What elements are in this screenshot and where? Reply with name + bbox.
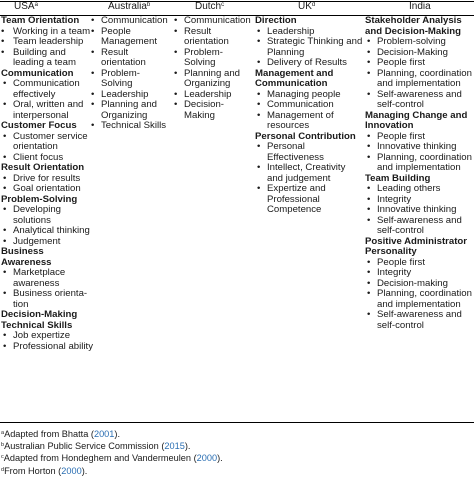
competency-item: • People first bbox=[365, 132, 473, 143]
competency-item: • Decision-making bbox=[365, 279, 473, 290]
competency-item: • Communication bbox=[255, 100, 363, 111]
competency-item: • Marketplace awareness bbox=[1, 268, 96, 289]
column-header-label: UK bbox=[298, 1, 312, 12]
category-heading: Communication bbox=[1, 67, 74, 79]
footnotes bbox=[1, 428, 223, 477]
footnote-mark: c bbox=[1, 454, 4, 461]
column-header-footnote-mark: a bbox=[34, 2, 38, 8]
footnote-end: ). bbox=[114, 429, 121, 439]
competency-item: • Self-awareness and self-control bbox=[365, 216, 473, 237]
competency-item: • Drive for results bbox=[1, 174, 96, 185]
competency-item: • Self-awareness and self-control bbox=[365, 90, 473, 111]
table-top-rule bbox=[0, 1, 474, 2]
competency-list bbox=[365, 184, 473, 237]
category-heading: Problem-Solving bbox=[1, 193, 78, 205]
column-header-india bbox=[409, 1, 431, 13]
category-heading: Managing Change and Innovation bbox=[365, 109, 468, 131]
competency-item: • Self-awareness and self-control bbox=[365, 310, 473, 331]
competency-item: • Result orientation bbox=[172, 27, 252, 48]
competency-item: • Decision-Making bbox=[365, 48, 473, 59]
competency-item: • Managing people bbox=[255, 90, 363, 101]
footnote bbox=[1, 452, 223, 464]
footnote-mark: b bbox=[1, 442, 5, 449]
column-header-label: USA bbox=[14, 1, 35, 12]
competency-item: • Team leadership bbox=[1, 37, 96, 48]
competency-item: • Integrity bbox=[365, 195, 473, 206]
competency-item: • Management of resources bbox=[255, 111, 363, 132]
competency-item: • Problem-solving bbox=[365, 37, 473, 48]
competency-item: • Goal orientation bbox=[1, 184, 96, 195]
competency-item: • Client focus bbox=[1, 153, 96, 164]
footnote-text: Adapted from Hondeghem and Vandermeulen ( bbox=[3, 453, 197, 464]
footnote-text: Australian Public Service Commission ( bbox=[4, 441, 165, 452]
competency-list bbox=[255, 27, 363, 69]
competency-list bbox=[172, 16, 252, 121]
competency-item: • Professional ability bbox=[1, 342, 96, 353]
column-header-usa bbox=[14, 1, 38, 13]
table-bottom-rule bbox=[0, 422, 474, 423]
footnote bbox=[1, 440, 223, 452]
column-header-label: Australia bbox=[108, 1, 147, 12]
category-heading: Customer Focus bbox=[1, 120, 77, 131]
competency-list bbox=[1, 174, 96, 195]
competency-item: • Communication bbox=[172, 16, 252, 27]
competency-list bbox=[255, 142, 363, 216]
footnote-mark: a bbox=[1, 430, 5, 436]
footnote-end: ). bbox=[217, 453, 223, 464]
column-dutch bbox=[172, 16, 252, 121]
competency-list bbox=[1, 205, 96, 247]
column-header-uk bbox=[298, 1, 315, 13]
competency-item: • Building and leading a team bbox=[1, 48, 96, 69]
column-header-footnote-mark: d bbox=[311, 2, 316, 8]
citation-link[interactable]: 2015 bbox=[164, 441, 185, 452]
competency-item: • Leadership bbox=[255, 27, 363, 38]
column-header-label: India bbox=[409, 1, 431, 12]
footnote bbox=[1, 465, 223, 477]
competency-item: • Planning and Organizing bbox=[89, 100, 169, 121]
competency-item: • Working in a team bbox=[1, 27, 96, 38]
competency-item: • Decision-Making bbox=[172, 100, 252, 121]
competency-item: • Innovative thinking bbox=[365, 205, 473, 216]
category-heading: Team Building bbox=[365, 172, 431, 184]
competency-list bbox=[1, 268, 96, 310]
footnote-text: Adapted from Bhatta ( bbox=[4, 429, 94, 439]
column-india bbox=[365, 16, 473, 331]
competency-item: • Intellect, Creativity and judgement bbox=[255, 163, 363, 184]
footnote bbox=[1, 428, 223, 440]
category-heading: Management and Communication bbox=[255, 67, 334, 89]
category-heading: Result Orientation bbox=[1, 162, 85, 173]
competency-list bbox=[1, 27, 96, 69]
competency-item: • Problem-Solving bbox=[89, 69, 169, 90]
column-header-dutch bbox=[195, 1, 224, 13]
competency-item: • Integrity bbox=[365, 268, 473, 279]
competency-item: • Strategic Thinking and Planning bbox=[255, 37, 363, 58]
competency-item: • Customer service orientation bbox=[1, 132, 96, 153]
competency-item: • Leading others bbox=[365, 184, 473, 195]
competency-list bbox=[1, 331, 96, 352]
category-heading: Positive Administrator Personality bbox=[365, 235, 467, 257]
column-header-footnote-mark: c bbox=[221, 2, 225, 8]
column-header-australia bbox=[108, 1, 150, 13]
competency-item: • People first bbox=[365, 258, 473, 269]
citation-link[interactable]: 2000 bbox=[61, 465, 82, 476]
competency-item: • People first bbox=[365, 58, 473, 69]
competency-item: • Leadership bbox=[89, 90, 169, 101]
competency-item: • Leadership bbox=[172, 90, 252, 101]
footnote-end: ). bbox=[184, 441, 191, 452]
competency-item: • Delivery of Results bbox=[255, 58, 363, 69]
column-australia bbox=[89, 16, 169, 132]
competency-item: • People Management bbox=[89, 27, 169, 48]
category-heading: Stakeholder Analysis and Decision-Making bbox=[365, 15, 462, 37]
footnote-text: From Horton ( bbox=[4, 465, 62, 476]
competency-item: • Developing solutions bbox=[1, 205, 96, 226]
competency-item: • Planning, coordination and implementation bbox=[365, 69, 473, 90]
category-heading: Decision-Making Technical Skills bbox=[1, 309, 78, 331]
competency-list bbox=[365, 258, 473, 332]
category-heading: Personal Contribution bbox=[255, 130, 356, 142]
competency-item: • Planning, coordination and implementation bbox=[365, 153, 473, 174]
competency-item: • Planning, coordination and implementation bbox=[365, 289, 473, 310]
citation-link[interactable]: 2000 bbox=[196, 453, 218, 464]
competency-list bbox=[1, 132, 96, 164]
column-header-label: Dutch bbox=[195, 1, 222, 12]
competency-item: • Judgement bbox=[1, 237, 96, 248]
competency-item: • Analytical thinking bbox=[1, 226, 96, 237]
competency-item: • Result orientation bbox=[89, 48, 169, 69]
category-heading: Business Awareness bbox=[1, 246, 52, 268]
competency-list bbox=[255, 90, 363, 132]
citation-link[interactable]: 2001 bbox=[93, 429, 115, 439]
competency-item: • Communication bbox=[89, 16, 169, 27]
competency-item: • Oral, written and interpersonal bbox=[1, 100, 96, 121]
competency-list bbox=[1, 79, 96, 121]
competency-item: • Expertize and Professional Competence bbox=[255, 184, 363, 216]
competency-item: • Business orienta-tion bbox=[1, 289, 96, 310]
category-heading: Team Orientation bbox=[1, 15, 80, 26]
category-heading: Direction bbox=[255, 15, 297, 26]
competency-list bbox=[89, 16, 169, 132]
competency-item: • Communication effectively bbox=[1, 79, 96, 100]
competency-item: • Job expertize bbox=[1, 331, 96, 342]
competency-item: • Problem-Solving bbox=[172, 48, 252, 69]
competency-list bbox=[365, 37, 473, 111]
competency-item: • Planning and Organizing bbox=[172, 69, 252, 90]
competency-item: • Personal Effectiveness bbox=[255, 142, 363, 163]
competency-item: • Innovative thinking bbox=[365, 142, 473, 153]
footnote-end: ). bbox=[81, 465, 88, 476]
column-header-footnote-mark: b bbox=[146, 2, 151, 8]
competency-item: • Technical Skills bbox=[89, 121, 169, 132]
footnote-mark: d bbox=[1, 466, 5, 473]
column-usa bbox=[1, 16, 96, 352]
column-uk bbox=[255, 16, 363, 216]
competency-list bbox=[365, 132, 473, 174]
